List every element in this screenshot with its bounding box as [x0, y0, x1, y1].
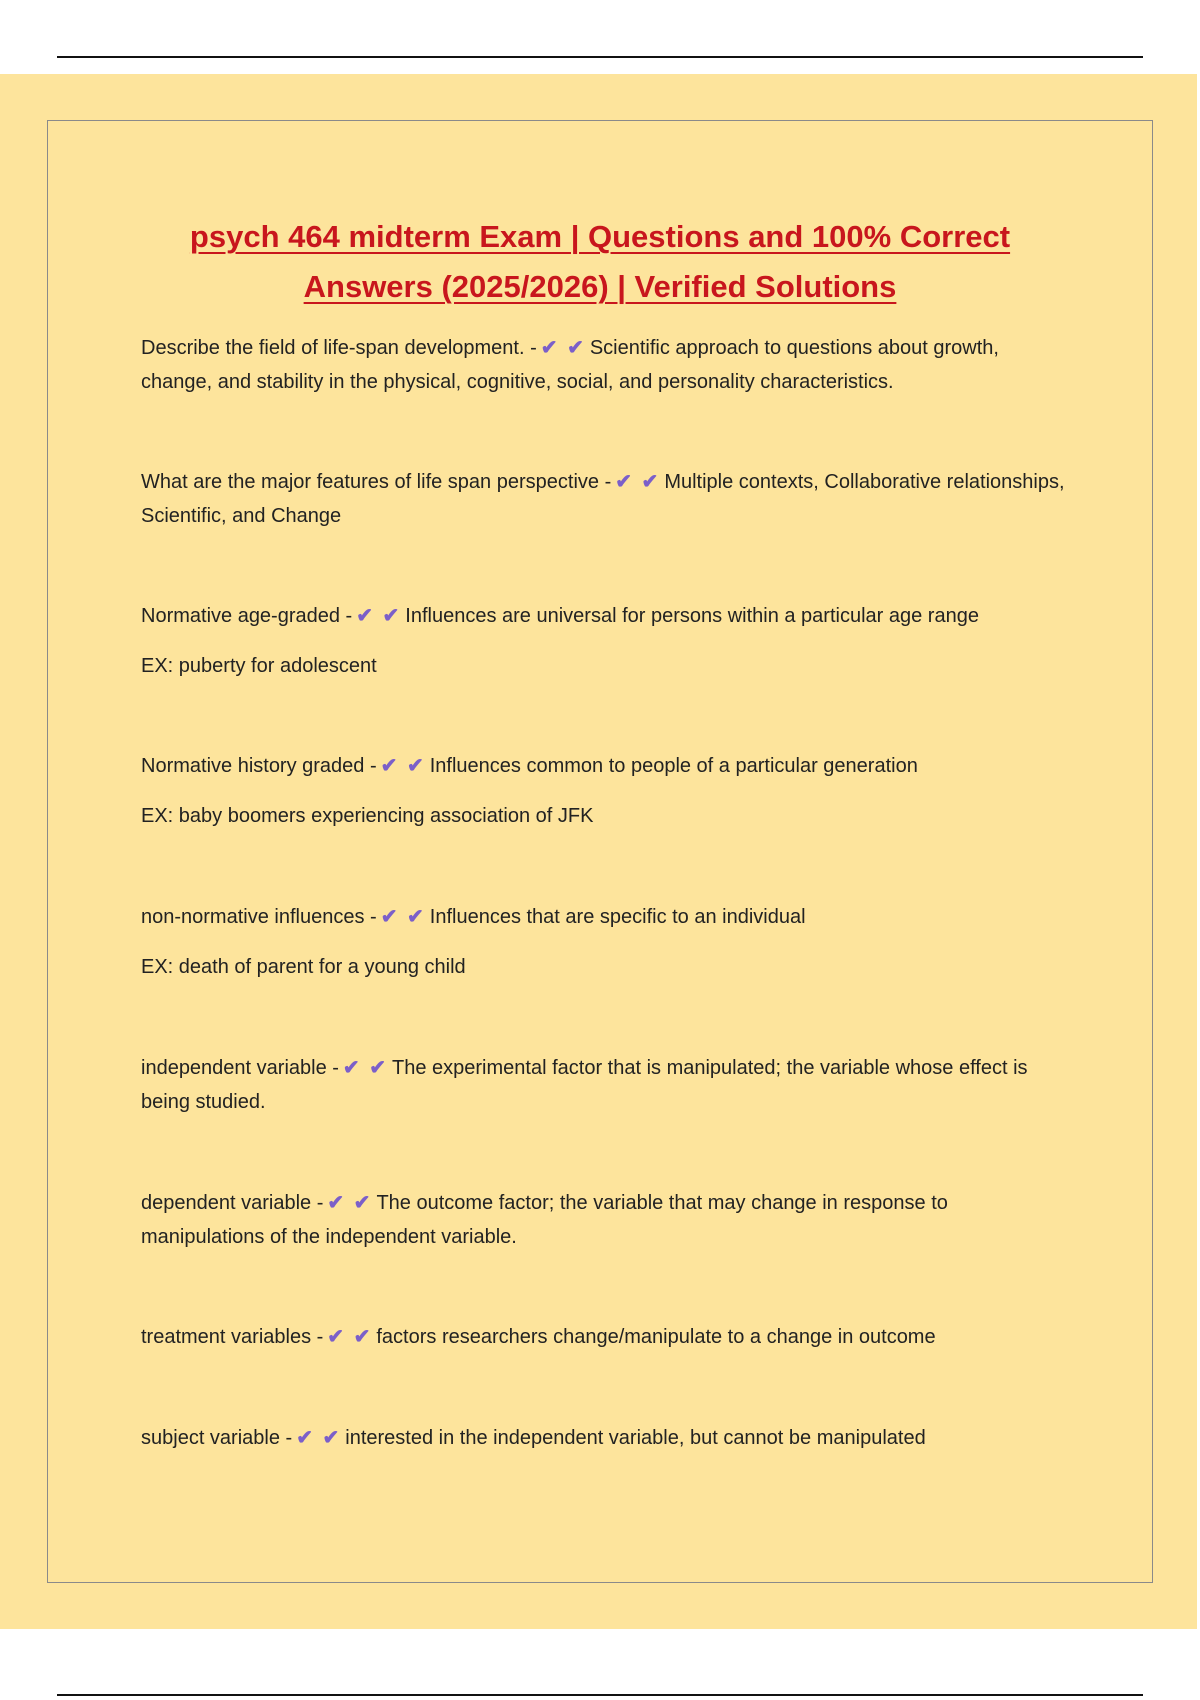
double-check-icon: ✔ ✔: [327, 1326, 373, 1348]
title-line-1: psych 464 midterm Exam | Questions and 100% Correct: [189, 219, 1011, 254]
entry-answer: Scientific approach to questions about growth, change, and stability in the physical, cognitive, social, and personality characteristics.: [141, 337, 999, 393]
entry-answer: factors researchers change/manipulate to a change in outcome: [376, 1326, 936, 1348]
entry-answer: The outcome factor; the variable that may change in response to manipulations of the independent variable.: [141, 1192, 948, 1248]
entry-answer: interested in the independent variable, but cannot be manipulated: [345, 1427, 926, 1449]
qa-entry-4: [141, 749, 1071, 833]
document-title: [70, 212, 1130, 312]
entry-term: Normative age-graded -: [141, 605, 353, 627]
double-check-icon: ✔ ✔: [296, 1427, 342, 1449]
double-check-icon: ✔ ✔: [342, 1057, 388, 1079]
entry-example: EX: baby boomers experiencing association of JFK: [141, 805, 594, 827]
qa-entry-9: [141, 1421, 1071, 1455]
double-check-icon: ✔ ✔: [356, 605, 402, 627]
title-line-2: Answers (2025/2026) | Verified Solutions: [303, 269, 897, 304]
entry-example: EX: puberty for adolescent: [141, 655, 377, 677]
entry-answer: Influences common to people of a particular generation: [429, 755, 918, 777]
qa-entry-1: [141, 331, 1071, 399]
entry-term: Describe the field of life-span development. -: [141, 337, 537, 359]
entry-term: dependent variable -: [141, 1192, 324, 1214]
double-check-icon: ✔ ✔: [540, 337, 586, 359]
footer-rule: [57, 1694, 1143, 1696]
double-check-icon: ✔ ✔: [380, 755, 426, 777]
entry-term: subject variable -: [141, 1427, 293, 1449]
entry-term: non-normative influences -: [141, 906, 377, 928]
entry-term: treatment variables -: [141, 1326, 324, 1348]
entry-answer: Influences are universal for persons within a particular age range: [405, 605, 979, 627]
qa-entry-2: [141, 465, 1071, 533]
double-check-icon: ✔ ✔: [380, 906, 426, 928]
entry-term: independent variable -: [141, 1057, 339, 1079]
double-check-icon: ✔ ✔: [615, 471, 661, 493]
entry-term: What are the major features of life span perspective -: [141, 471, 612, 493]
qa-entry-3: [141, 599, 1071, 683]
header-rule: [57, 56, 1143, 58]
entry-answer: The experimental factor that is manipulated; the variable whose effect is being studied.: [141, 1057, 1028, 1113]
qa-entry-7: [141, 1186, 1071, 1254]
qa-entry-6: [141, 1051, 1071, 1119]
double-check-icon: ✔ ✔: [327, 1192, 373, 1214]
qa-entry-5: [141, 900, 1071, 984]
entry-answer: Influences that are specific to an individual: [429, 906, 806, 928]
qa-entry-8: [141, 1320, 1071, 1354]
entry-term: Normative history graded -: [141, 755, 377, 777]
entry-answer: Multiple contexts, Collaborative relationships, Scientific, and Change: [141, 471, 1065, 527]
entry-example: EX: death of parent for a young child: [141, 956, 466, 978]
